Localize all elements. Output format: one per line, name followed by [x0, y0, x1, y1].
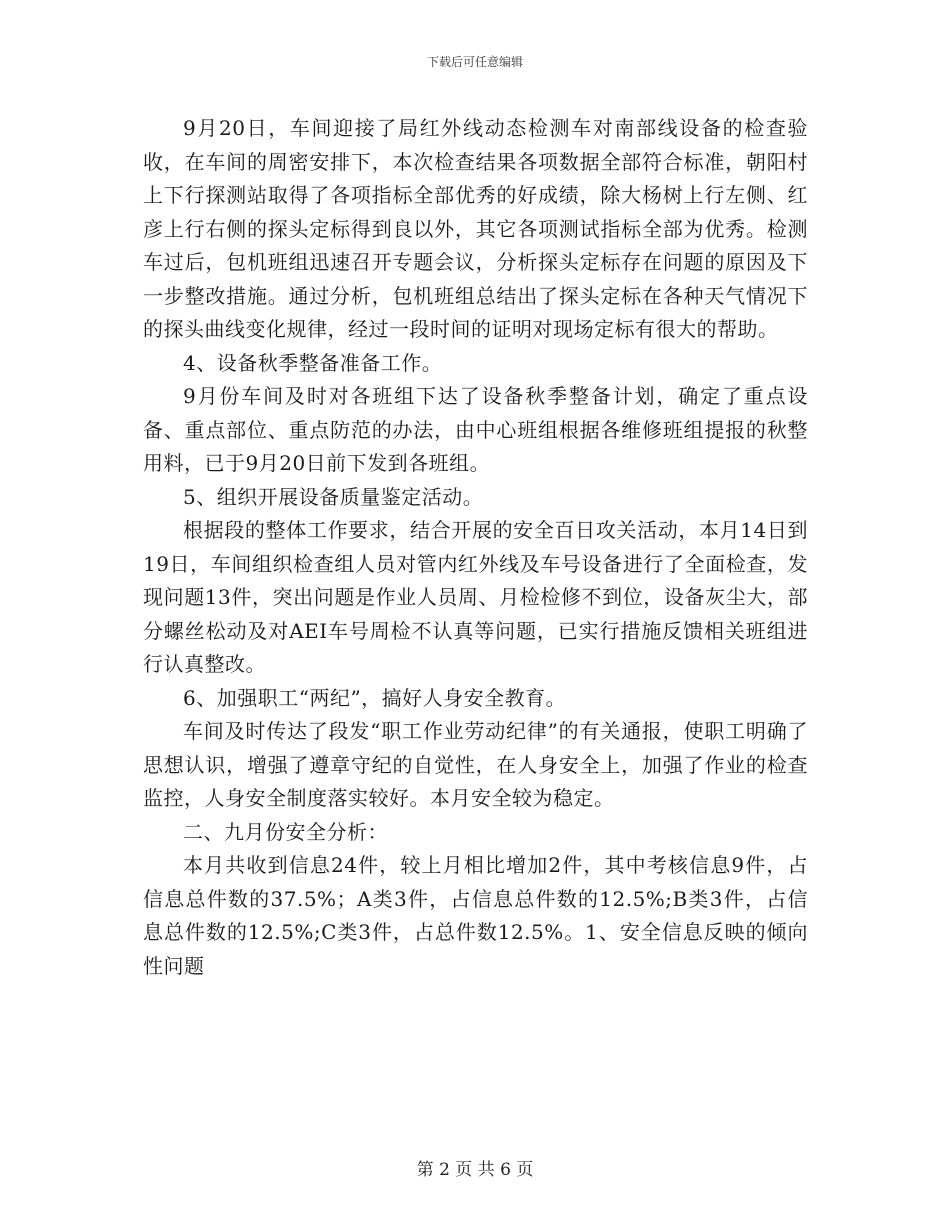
page-number-footer: 第 2 页 共 6 页: [416, 1160, 534, 1180]
paragraph-quality-appraisal: 根据段的整体工作要求，结合开展的安全百日攻关活动，本月14日到19日，车间组织检查组人员对管内红外线及车号设备进行了全面检查，发现问题13件，突出问题是作业人员周、月检检修不到位，设备灰尘大，部分螺丝松动及对AEI车号周检不认真等问题，已实行措施反馈相关班组进行认真整改。: [143, 518, 808, 676]
paragraph-safety-analysis: 本月共收到信息24件，较上月相比增加2件，其中考核信息9件，占信息总件数的37.5%；A类3件，占信息总件数的12.5%;B类3件，占信息总件数的12.5%;C类3件，占总件数12.5%。1、安全信息反映的倾向性问题: [143, 853, 808, 978]
heading-safety-analysis: 二、九月份安全分析：: [183, 819, 388, 844]
paragraph-safety-education: 车间及时传达了段发“职工作业劳动纪律”的有关通报，使职工明确了思想认识，增强了遵章守纪的自觉性，在人身安全上，加强了作业的检查监控，人身安全制度落实较好。本月安全较为稳定。: [143, 719, 808, 810]
heading-quality-appraisal: 5、组织开展设备质量鉴定活动。: [183, 484, 484, 509]
page-header: 下载后可任意编辑: [426, 55, 523, 69]
paragraph-autumn-preparation: 9月份车间及时对各班组下达了设备秋季整备计划，确定了重点设备、重点部位、重点防范的办法，由中心班组根据各维修班组提报的秋整用料，已于9月20日前下发到各班组。: [143, 384, 808, 475]
document-body: [143, 112, 808, 983]
heading-safety-education: 6、加强职工“两纪”，搞好人身安全教育。: [183, 685, 567, 710]
heading-autumn-preparation: 4、设备秋季整备准备工作。: [183, 350, 443, 375]
paragraph-inspection-acceptance: 9月20日，车间迎接了局红外线动态检测车对南部线设备的检查验收，在车间的周密安排下，本次检查结果各项数据全部符合标准，朝阳村上下行探测站取得了各项指标全部优秀的好成绩，除大杨树上行左侧、红彦上行右侧的探头定标得到良以外，其它各项测试指标全部为优秀。检测车过后，包机班组迅速召开专题会议，分析探头定标存在问题的原因及下一步整改措施。通过分析，包机班组总结出了探头定标在各种天气情况下的探头曲线变化规律，经过一段时间的证明对现场定标有很大的帮助。: [143, 116, 808, 341]
